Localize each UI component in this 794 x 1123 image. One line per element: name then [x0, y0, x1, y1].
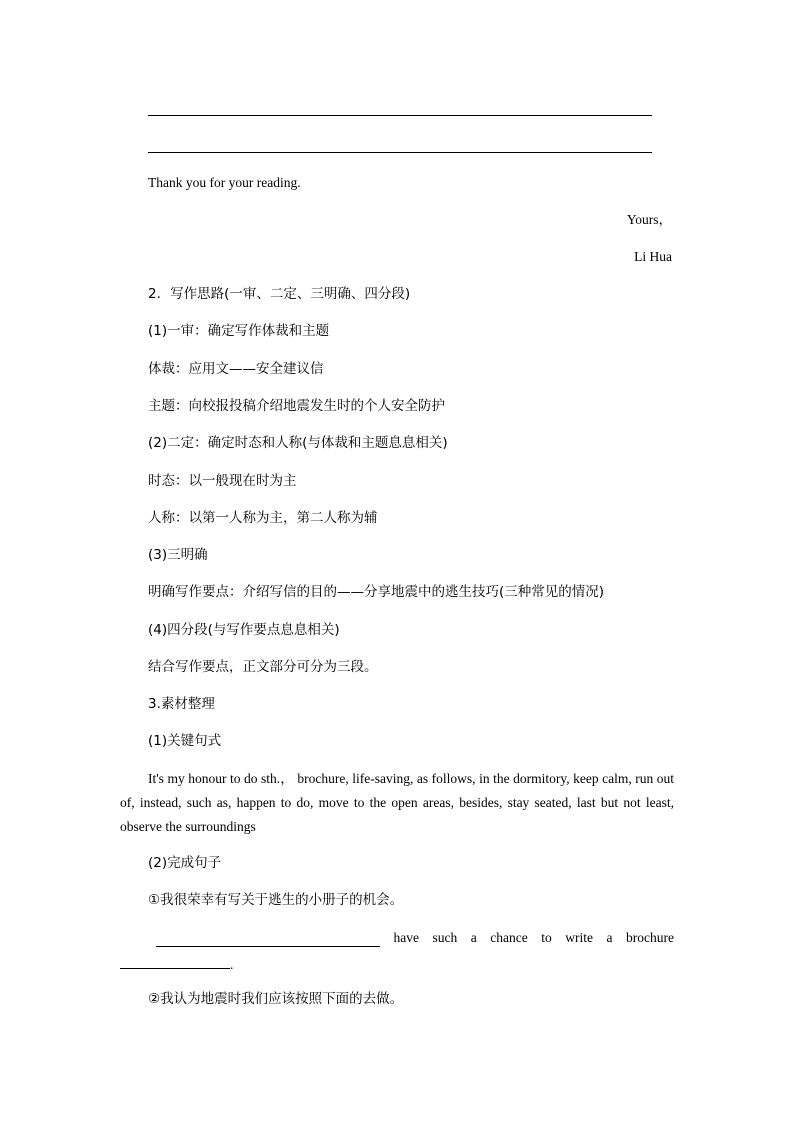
q1-word: to: [541, 930, 552, 945]
key-phrases-paragraph: [120, 767, 674, 839]
letter-closing: Thank you for your reading.: [148, 175, 301, 190]
q1-word: brochure: [625, 930, 674, 945]
step-3-title: (3)三明确: [148, 547, 208, 563]
sub-2-title: (2)完成句子: [148, 855, 222, 871]
key-phrases-text: It's my honour to do sth.， brochure, life-saving, as follows, in the dormitory, keep calm, run out of, instead, such as, happen to do, move to the open areas, besides, stay seated, last but not least, observe the surroundings: [120, 771, 674, 834]
letter-sign-off: Yours，: [626, 212, 672, 227]
sub-1-title: (1)关键句式: [148, 733, 222, 749]
question-2-prompt: ②我认为地震时我们应该按照下面的去做。: [148, 991, 404, 1007]
question-1-prompt: ①我很荣幸有写关于逃生的小册子的机会。: [148, 892, 404, 908]
q1-word: a: [606, 930, 613, 945]
tense-line: 时态：以一般现在时为主: [148, 473, 297, 489]
step-4-title: (4)四分段(与写作要点息息相关): [148, 622, 340, 638]
q1-word: chance: [490, 930, 528, 945]
q1-end-punct: .: [230, 957, 234, 972]
q1-word: have: [393, 930, 419, 945]
q1-word: such: [432, 930, 458, 945]
question-1-fill-row: [156, 929, 674, 947]
answer-blank-2[interactable]: [120, 954, 230, 969]
step-1-title: (1)一审：确定写作体裁和主题: [148, 323, 330, 339]
step-2-title: (2)二定：确定时态和人称(与体裁和主题息息相关): [148, 435, 448, 451]
key-points-line: 明确写作要点：介绍写信的目的——分享地震中的逃生技巧(三种常见的情况): [148, 584, 605, 600]
section-3-heading: 3.素材整理: [148, 696, 215, 712]
letter-signature: Li Hua: [634, 249, 672, 264]
person-line: 人称：以第一人称为主，第二人称为辅: [148, 510, 378, 526]
section-2-heading: 2．写作思路(一审、二定、三明确、四分段): [148, 286, 411, 302]
writing-line-1: [148, 115, 652, 116]
question-1-continuation: [120, 954, 233, 974]
writing-line-2: [148, 152, 652, 153]
q1-word: a: [470, 930, 477, 945]
paragraphs-note: 结合写作要点，正文部分可分为三段。: [148, 659, 378, 675]
answer-blank-1[interactable]: [156, 932, 380, 947]
q1-word: write: [565, 930, 593, 945]
genre-line: 体裁：应用文——安全建议信: [148, 361, 324, 377]
theme-line: 主题：向校报投稿介绍地震发生时的个人安全防护: [148, 398, 445, 414]
